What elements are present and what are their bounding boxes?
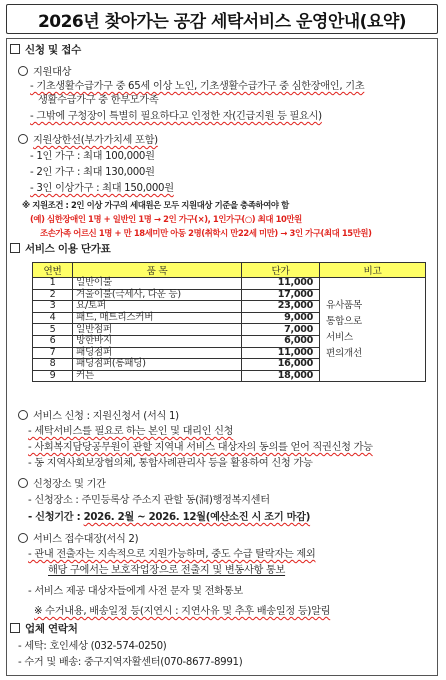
row-price: 11,000: [242, 347, 320, 359]
note-line: 서비스: [326, 331, 353, 343]
row-no: 2: [33, 289, 73, 301]
page-title: [6, 4, 438, 34]
section-contact-heading: [10, 623, 78, 636]
table-row: [33, 278, 426, 290]
row-no: 6: [33, 335, 73, 347]
circle-bullet-icon: [18, 478, 28, 488]
row-item: 겨울이불(극세사, 다운 등): [73, 289, 242, 301]
request-line-1: - 세탁서비스를 필요로 하는 본인 및 대리인 신청: [28, 426, 234, 437]
note-line: 통합으로: [326, 315, 362, 327]
price-table-title: 서비스 이용 단가표: [25, 243, 111, 255]
note-line: 유사품목: [326, 299, 362, 311]
row-price: 6,000: [242, 335, 320, 347]
column-header-price: 단가: [242, 263, 320, 278]
intake-heading-text: 서비스 접수대장(서식 2): [33, 534, 139, 545]
place-heading: [18, 478, 106, 491]
contact-title: 업체 연락처: [25, 623, 78, 635]
target-line-3: - 그밖에 구청장이 특별히 필요하다고 인정한 자(긴급지원 등 필요시): [30, 111, 322, 122]
row-no: 7: [33, 347, 73, 359]
page-title-text: 2026년 찾아가는 공감 세탁서비스 운영안내(요약): [37, 11, 407, 32]
limit-heading: [18, 134, 158, 147]
row-item: 패딩점퍼(롱패딩): [73, 359, 242, 371]
limit-example-1: (예) 심한장애인 1명 + 일반인 1명 → 2인 가구(×), 1인가구(○) 최대 10만원: [30, 214, 302, 224]
circle-bullet-icon: [18, 410, 28, 420]
row-no: 9: [33, 370, 73, 382]
limit-note: ※ 지원조건 : 2인 이상 가구의 세대원은 모두 지원대상 기준을 충족하여야 함: [22, 200, 289, 210]
section-apply-title: 신청 및 접수: [25, 44, 81, 56]
target-line-1: - 기초생활수급가구 중 65세 이상 노인, 기초생활수급가구 중 심한장애인, 기초: [30, 81, 365, 92]
row-no: 1: [33, 278, 73, 290]
circle-bullet-icon: [18, 533, 28, 543]
intake-heading: [18, 533, 138, 546]
target-line-2: 생활수급가구 중 한부모가족: [38, 95, 159, 106]
limit-example-2: 조손가족 어르신 1명 + 만 18세미만 아동 2명(취학시 만22세 미만) → 3인 가구(최대 15만원): [40, 228, 372, 238]
limit-row-2: - 2인 가구 : 최대 130,000원: [30, 167, 155, 178]
circle-bullet-icon: [18, 66, 28, 76]
period-label: - 신청기간 :: [28, 512, 84, 523]
row-no: 8: [33, 359, 73, 371]
row-price: 11,000: [242, 278, 320, 290]
column-header-item: 품 목: [73, 263, 242, 278]
section-apply-heading: [10, 44, 81, 57]
intake-line-3: - 서비스 제공 대상자들에게 사전 문자 및 전화통보: [28, 586, 243, 597]
row-no: 4: [33, 312, 73, 324]
limit-row-3: - 3인 이상가구 : 최대 150,000원: [30, 183, 174, 194]
target-heading-text: 지원대상: [33, 67, 72, 78]
column-header-no: 연번: [33, 263, 73, 278]
request-heading: [18, 410, 179, 423]
note-line: 편의개선: [326, 347, 362, 359]
row-price: 17,000: [242, 289, 320, 301]
limit-row-1: - 1인 가구 : 최대 100,000원: [30, 151, 155, 162]
row-note: [320, 278, 426, 382]
circle-bullet-icon: [18, 134, 28, 144]
request-line-2: - 사회복지담당공무원이 관할 지역내 서비스 대상자의 동의를 얻어 직권신청 가능: [28, 442, 373, 453]
contact-line-2: - 수거 및 배송: 중구지역자활센터(070-8677-8991): [18, 657, 243, 668]
row-price: 18,000: [242, 370, 320, 382]
place-line-1: - 신청장소 : 주민등록상 주소지 관할 동(洞)행정복지센터: [28, 495, 270, 506]
place-heading-text: 신청장소 및 기간: [33, 479, 106, 490]
row-no: 3: [33, 301, 73, 313]
row-item: 일반이불: [73, 278, 242, 290]
row-price: 7,000: [242, 324, 320, 336]
row-no: 5: [33, 324, 73, 336]
row-item: 방한바지: [73, 335, 242, 347]
row-price: 23,000: [242, 301, 320, 313]
square-bullet-icon: [10, 623, 20, 633]
period-value: 2026. 2월 ~ 2026. 12월(예산소진 시 조기 마감): [83, 512, 311, 523]
section-price-heading: [10, 243, 110, 256]
target-heading: [18, 66, 71, 79]
square-bullet-icon: [10, 243, 20, 253]
intake-line-4: ※ 수거내용, 배송일정 등(지연시 : 지연사유 및 추후 배송일정 등)알림: [34, 606, 331, 617]
column-header-note: 비고: [320, 263, 426, 278]
row-item: 패딩점퍼: [73, 347, 242, 359]
intake-line-2: 해당 구에서는 보호작업장으로 전출지 및 변동사항 통보: [48, 565, 286, 576]
row-item: 요/토퍼: [73, 301, 242, 313]
square-bullet-icon: [10, 44, 20, 54]
intake-line-1: - 관내 전출자는 지속적으로 지원가능하며, 중도 수급 탈락자는 제외: [28, 549, 316, 560]
price-table: [32, 262, 426, 382]
row-price: 16,000: [242, 359, 320, 371]
price-table-header-row: [33, 263, 426, 278]
limit-heading-text: 지원상한선(부가가치세 포함): [33, 135, 158, 146]
place-period: [28, 511, 310, 524]
row-price: 9,000: [242, 312, 320, 324]
row-item: 패드, 매트리스커버: [73, 312, 242, 324]
row-item: 커튼: [73, 370, 242, 382]
request-line-3: - 동 지역사회보장협의체, 통합사례관리사 등을 활용하여 신청 가능: [28, 458, 313, 469]
request-heading-text: 서비스 신청 : 지원신청서 (서식 1): [33, 411, 179, 422]
contact-line-1: - 세탁: 호인세상 (032-574-0250): [18, 641, 167, 652]
row-item: 일반점퍼: [73, 324, 242, 336]
